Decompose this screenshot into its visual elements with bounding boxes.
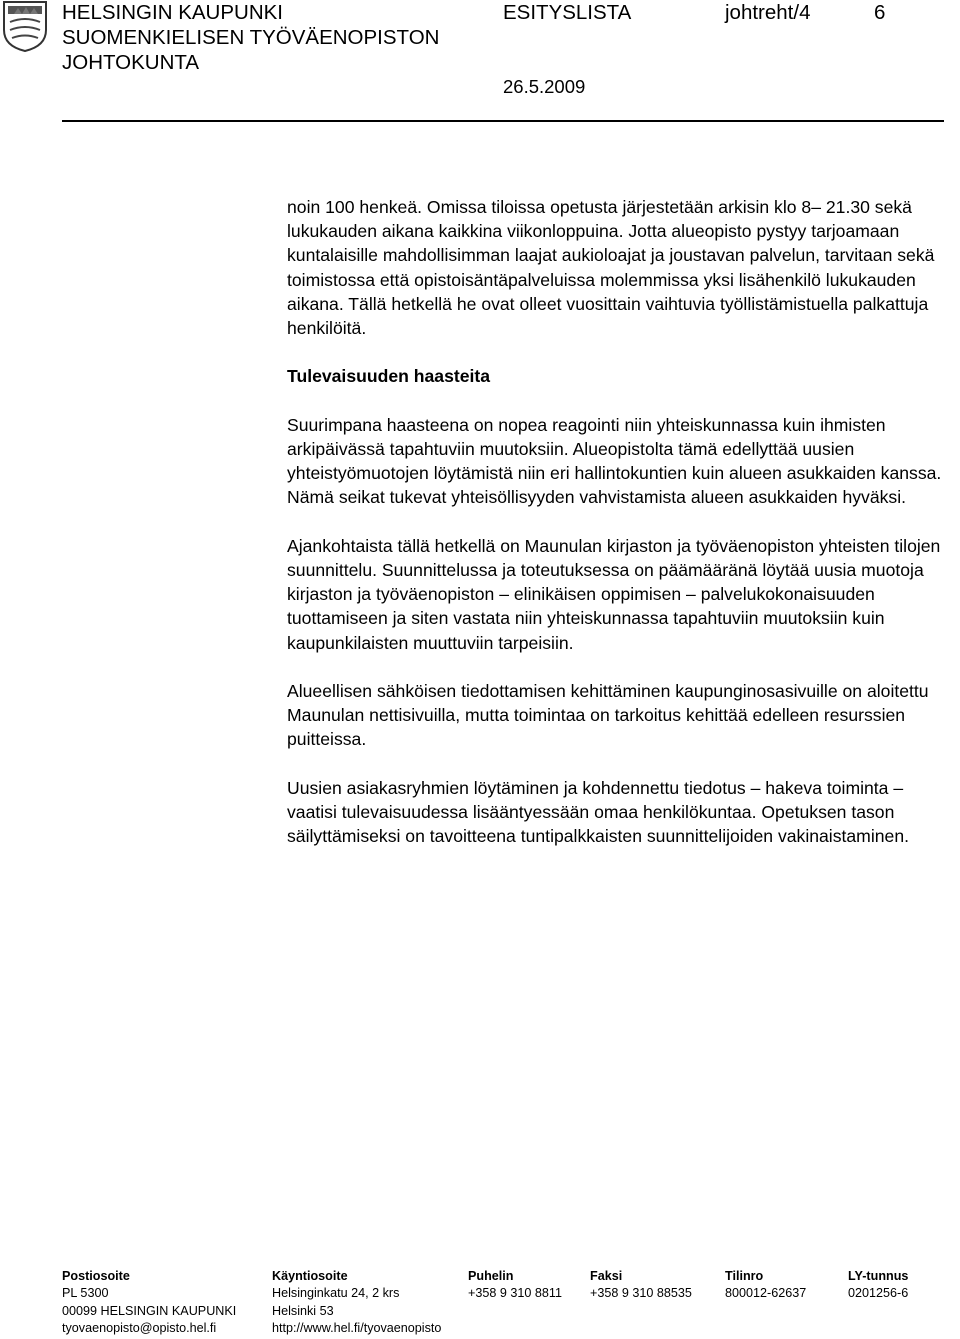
- organization-board: JOHTOKUNTA: [62, 51, 200, 74]
- footer-phone: [468, 1268, 562, 1303]
- footer-value: 800012-62637: [725, 1286, 807, 1301]
- paragraph-challenges: Suurimpana haasteena on nopea reagointi niin yhteiskunnassa kuin ihmisten arkipäivässä tapahtuviin muutoksiin. Alueopistolta tämä edellyttää uusien yhteistyömuotojen löytämistä niin eri hallintokuntien kuin alueen asukkaiden kanssa. Nämä seikat tukevat yhteisöllisyyden vahvistamista alueen asukkaiden hyväksi.: [287, 414, 942, 508]
- paragraph-staffing: noin 100 henkeä. Omissa tiloissa opetusta järjestetään arkisin klo 8– 21.30 sekä lukukauden aikana kaikkina viikonloppuina. Jotta alueopisto pystyy tarjoamaan kuntalaisille mahdollisimman laajat aukioloajat ja joustavan palvelun, tarvitaan sekä toimistossa että opistoisäntäpalveluissa molemmissa yksi lisähenkilö lukukauden aikana. Tällä hetkellä he ovat olleet vuosittain vaihtuvia työllistämistuella palkattuja henkilöitä.: [287, 197, 935, 339]
- paragraph-library-planning: Ajankohtaista tällä hetkellä on Maunulan kirjaston ja työväenopiston yhteisten tilojen suunnittelu. Suunnittelussa ja toteutuksessa on päämääränä löytää uusia muotoja kirjaston ja työväenopiston – elinikäisen oppimisen – palvelukokonaisuuden tuottamiseen ja siten vastata niin yhteiskunnassa tapahtuviin muutoksiin kuin kaupunkilaisten muuttuviin tarpeisiin.: [287, 535, 941, 653]
- header-divider: [62, 120, 944, 122]
- footer-fax: [590, 1268, 692, 1303]
- footer-website-link[interactable]: http://www.hel.fi/tyovaenopisto: [272, 1320, 442, 1335]
- helsinki-crest-icon: [0, 0, 50, 52]
- footer-postal-address: [62, 1268, 236, 1337]
- document-body: [287, 195, 947, 873]
- footer-email-link[interactable]: tyovaenopisto@opisto.hel.fi: [62, 1320, 217, 1335]
- footer-value: PL 5300: [62, 1286, 109, 1301]
- organization-unit: SUOMENKIELISEN TYÖVÄENOPISTON: [62, 26, 440, 49]
- footer-visiting-address: [272, 1268, 441, 1337]
- footer-heading: Käyntiosoite: [272, 1269, 348, 1283]
- footer-business-id: [848, 1268, 908, 1303]
- footer-value: Helsinki 53: [272, 1303, 334, 1318]
- footer-heading: Postiosoite: [62, 1269, 130, 1283]
- footer-value: Helsinginkatu 24, 2 krs: [272, 1286, 400, 1301]
- footer-heading: Tilinro: [725, 1269, 764, 1283]
- footer-value: +358 9 310 8811: [468, 1286, 562, 1301]
- footer-heading: Faksi: [590, 1269, 623, 1283]
- section-heading: Tulevaisuuden haasteita: [287, 366, 491, 387]
- footer-value: +358 9 310 88535: [590, 1286, 692, 1301]
- footer-heading: LY-tunnus: [848, 1269, 909, 1283]
- page-number: 6: [874, 1, 886, 24]
- paragraph-customer-groups: Uusien asiakasryhmien löytäminen ja kohdennettu tiedotus – hakeva toiminta – vaatisi tulevaisuudessa lisääntyessään omaa henkilökuntaa. Opetuksen tason säilyttämiseksi on tavoitteena tuntipalkkaisten suunnittelijoiden vakinaistaminen.: [287, 777, 909, 847]
- paragraph-electronic-info: Alueellisen sähköisen tiedottamisen kehittäminen kaupunginosasivuille on aloitettu Maunulan nettisivuilla, mutta toimintaa on tarkoitus kehittää edelleen resurssien puitteissa.: [287, 681, 929, 750]
- footer-account: [725, 1268, 806, 1303]
- footer-value: 00099 HELSINGIN KAUPUNKI: [62, 1303, 237, 1318]
- organization-name: HELSINGIN KAUPUNKI: [62, 1, 283, 24]
- footer-value: 0201256-6: [848, 1286, 909, 1301]
- document-type: ESITYSLISTA: [503, 1, 632, 24]
- document-reference: johtreht/4: [725, 1, 811, 24]
- document-date: 26.5.2009: [503, 76, 586, 97]
- footer-heading: Puhelin: [468, 1269, 514, 1283]
